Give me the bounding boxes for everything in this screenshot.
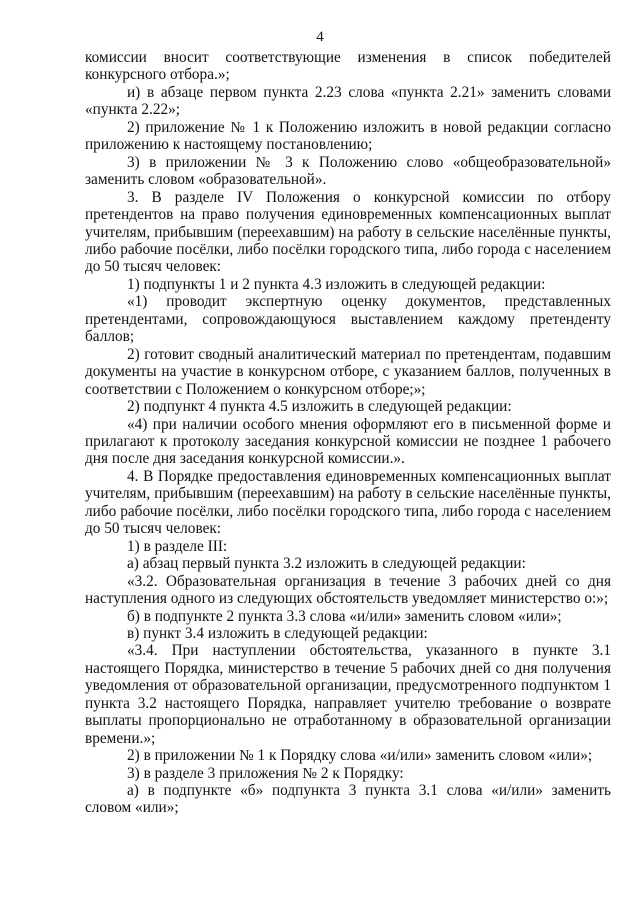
- paragraph: 2) в приложении № 1 к Порядку слова «и/или» заменить словом «или»;: [127, 747, 593, 765]
- paragraph: 1) подпункты 1 и 2 пункта 4.3 изложить в следующей редакции:: [127, 275, 546, 293]
- paragraph: «4) при наличии особого мнения оформляют его в письменной форме и прилагают к протоколу заседания конкурсной комиссии не позднее 1 рабочего дня после дня заседания конкурсной комиссии.».: [85, 415, 611, 468]
- paragraph: комиссии вносит соответствующие изменения в список победителей конкурсного отбора.»;: [85, 49, 611, 84]
- paragraph: 3) в приложении № 3 к Положению слово «общеобразовательной» заменить словом «образовательной».: [85, 153, 611, 189]
- paragraph: 2) приложение № 1 к Положению изложить в новой редакции согласно приложению к настоящему постановлению;: [85, 118, 611, 154]
- paragraph: а) в подпункте «б» подпункта 3 пункта 3.1 слова «и/или» заменить словом «или»;: [85, 782, 611, 817]
- paragraph: 2) подпункт 4 пункта 4.5 изложить в следующей редакции:: [127, 398, 512, 416]
- paragraph: в) пункт 3.4 изложить в следующей редакции:: [127, 624, 428, 642]
- paragraph: 2) готовит сводный аналитический материал по претендентам, подавшим документы на участие в конкурсном отборе, с указанием баллов, полученных в соответствии с Положением о конкурсном отборе;»;: [85, 345, 611, 398]
- paragraph: «1) проводит экспертную оценку документов, представленных претендентами, сопровождающуюся выставлением каждому претенденту баллов;: [85, 293, 611, 346]
- paragraph: 4. В Порядке предоставления единовременных компенсационных выплат учителям, прибывшим (переехавшим) на работу в сельские населённые пункты, либо рабочие посёлки, либо посёлки городского типа, либо города с населением до 50 тысяч человек:: [85, 467, 611, 538]
- paragraph: и) в абзаце первом пункта 2.23 слова «пункта 2.21» заменить словами «пункта 2.22»;: [85, 83, 611, 119]
- document-text: [85, 49, 611, 817]
- paragraph: 3. В разделе IV Положения о конкурсной комиссии по отбору претендентов на право получения единовременных компенсационных выплат учителям, прибывшим (переехавшим) на работу в сельские населённые пункты, либо рабочие посёлки, либо посёлки городского типа, либо города с населением до 50 тысяч человек:: [85, 188, 611, 276]
- paragraph: 3) в разделе 3 приложения № 2 к Порядку:: [127, 764, 404, 782]
- paragraph: б) в подпункте 2 пункта 3.3 слова «и/или» заменить словом «или»;: [127, 607, 562, 625]
- page-number: 4: [316, 29, 324, 45]
- paragraph: 1) в разделе III:: [127, 537, 228, 555]
- paragraph: а) абзац первый пункта 3.2 изложить в следующей редакции:: [127, 555, 526, 573]
- paragraph: «3.2. Образовательная организация в течение 3 рабочих дней со дня наступления одного из следующих обстоятельств уведомляет министерство о:»;: [85, 572, 611, 608]
- paragraph: «3.4. При наступлении обстоятельства, указанного в пункте 3.1 настоящего Порядка, министерство в течение 5 рабочих дней со дня получения уведомления от образовательной организации, предусмотренного подпунктом 1 пункта 3.2 настоящего Порядка, направляет учителю требование о возврате выплаты пропорционально не отработанному в образовательной организации времени.»;: [85, 642, 611, 747]
